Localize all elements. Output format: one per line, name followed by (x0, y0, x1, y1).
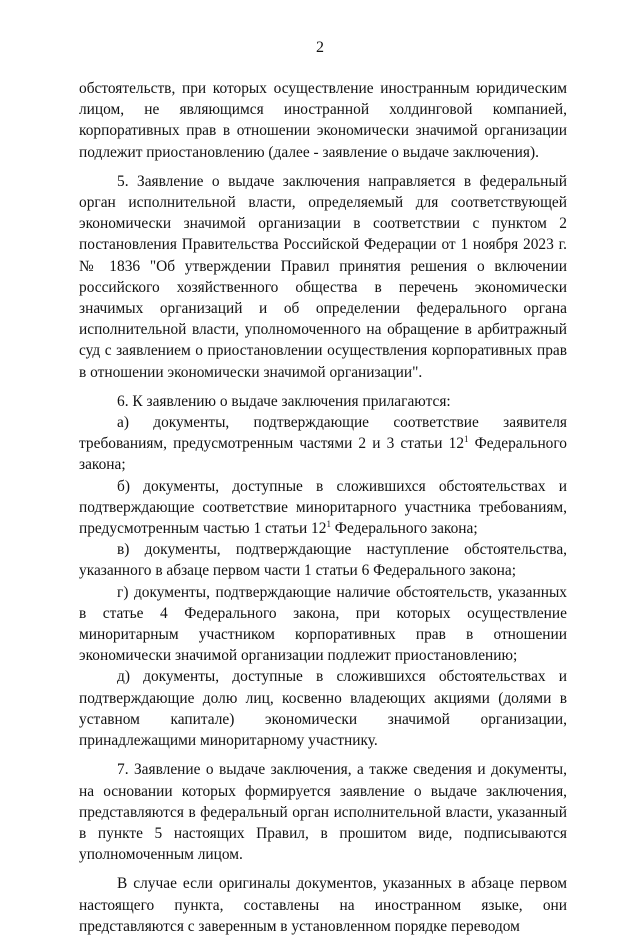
paragraph-continuation: обстоятельств, при которых осуществление иностранным юридическим лицом, не являющимся иностранной холдинговой компанией, корпоративных прав в отношении экономически значимой организации подлежит приостановлению (далее - заявление о выдаче заключения). (79, 80, 567, 161)
subitem-b: б) документы, доступные в сложившихся обстоятельствах и подтверждающие соответствие миноритарного участника требованиям, предусмотренным частью 1 статьи $12^1$ Федерального закона; (79, 477, 567, 538)
document-body (79, 78, 567, 937)
subitem-a: а) документы, подтверждающие соответствие заявителя требованиям, предусмотренным частями 2 и 3 статьи $12^1$ Федерального закона; (79, 414, 568, 474)
subitem-g: г) документы, подтверждающие наличие обстоятельств, указанных в статье 4 Федерального закона, при которых осуществление миноритарным участником корпоративных прав в отношении экономически значимой организации подлежит приостановлению; (79, 583, 567, 665)
page-number: 2 (316, 39, 324, 56)
paragraph-item-6: 6. К заявлению о выдаче заключения прилагаются: (117, 392, 451, 410)
paragraph-translation: В случае если оригиналы документов, указанных в абзаце первом настоящего пункта, составлены на иностранном языке, они представляются с заверенным в установленном порядке переводом (79, 875, 567, 935)
superscript: 1 (464, 434, 469, 445)
subitem-v: в) документы, подтверждающие наступление обстоятельства, указанного в абзаце первом части 1 статьи 6 Федерального закона; (79, 541, 567, 580)
paragraph-item-5: 5. Заявление о выдаче заключения направляется в федеральный орган исполнительной власти, определяемый для соответствующей экономически значимой организации в соответствии с пунктом 2 постановления Правительства Российской Федерации от 1 ноября 2023 г. № 1836 "Об утверждении Правил принятия решения о включении российского хозяйственного общества в перечень экономически значимых организаций и об определении федерального органа исполнительной власти, уполномоченного на обращение в арбитражный суд с заявлением о приостановлении осуществления корпоративных прав в отношении экономически значимой организации". (79, 172, 567, 381)
paragraph-item-7: 7. Заявление о выдаче заключения, а также сведения и документы, на основании которых формируется заявление о выдаче заключения, представляются в федеральный орган исполнительной власти, указанный в пункте 5 настоящих Правил, в прошитом виде, подписываются уполномоченным лицом. (79, 761, 567, 864)
subitem-d: д) документы, доступные в сложившихся обстоятельствах и подтверждающие долю лиц, косвенно владеющих акциями (долями в уставном капитале) экономически значимой организации, принадлежащими миноритарному участнику. (79, 668, 567, 750)
superscript: 1 (326, 519, 331, 530)
